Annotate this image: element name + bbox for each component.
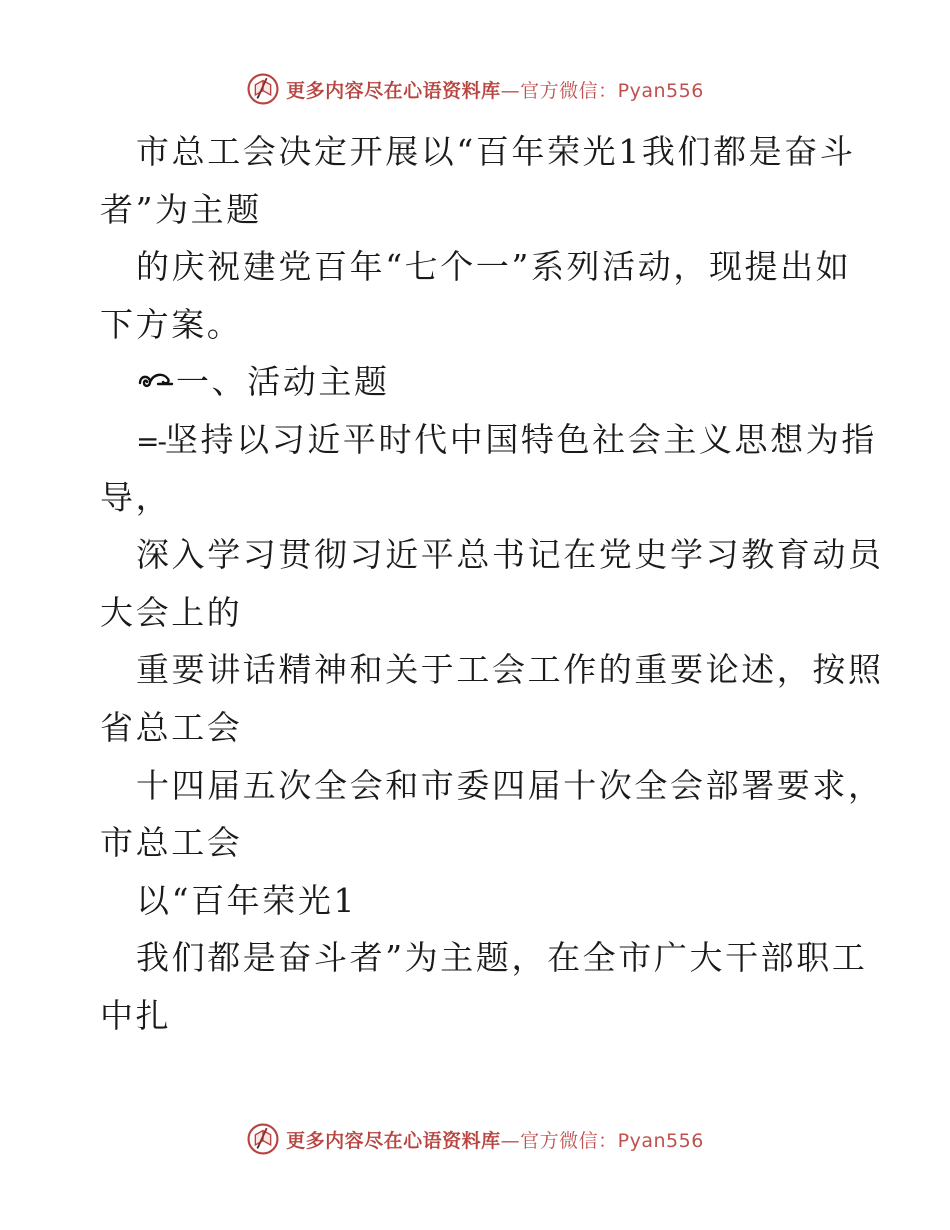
- swirl-ornament-icon: [136, 369, 176, 393]
- paragraph-line: 以“百年荣光1: [136, 880, 358, 920]
- book-quill-logo-icon: [246, 1122, 280, 1156]
- paragraph-line: 我们都是奋斗者”为主题，在全市广大干部职工: [136, 938, 868, 978]
- paragraph-line-text: 坚持以习近平时代中国特色社会主义思想为指: [164, 419, 877, 459]
- section-heading-text: 一、活动主题: [176, 362, 390, 402]
- paragraph-line: 大会上的: [100, 592, 243, 632]
- paragraph-line: 深入学习贯彻习近平总书记在党史学习教育动员: [136, 535, 884, 575]
- paragraph-line: 省总工会: [100, 707, 243, 747]
- banner-site-name: 更多内容尽在心语资料库: [286, 79, 501, 102]
- footer-banner: [0, 1122, 950, 1156]
- paragraph-line: 重要讲话精神和关于工会工作的重要论述，按照: [136, 650, 884, 690]
- section-heading: [100, 353, 860, 411]
- header-banner: [0, 72, 950, 106]
- banner-text: [286, 76, 704, 103]
- equals-marker-icon: =-: [136, 424, 165, 458]
- paragraph-line: 中扎: [100, 995, 172, 1035]
- paragraph-line: 者”为主题: [100, 189, 262, 229]
- paragraph-line: 导，: [100, 477, 172, 517]
- paragraph-line: 的庆祝建党百年“七个一”系列活动，现提出如: [136, 247, 852, 287]
- banner-text: [286, 1126, 704, 1153]
- book-quill-logo-icon: [246, 72, 280, 106]
- paragraph-line: 市总工会决定开展以“百年荣光1我们都是奋斗: [136, 132, 856, 171]
- document-body: [100, 123, 884, 1045]
- banner-wechat: —官方微信：Pyan556: [500, 79, 704, 102]
- paragraph-line: 十四届五次全会和市委四届十次全会部署要求，: [136, 765, 884, 805]
- banner-wechat: —官方微信：Pyan556: [500, 1129, 704, 1152]
- paragraph-line: [100, 411, 877, 469]
- paragraph-line: 下方案。: [100, 304, 243, 344]
- paragraph-line: 市总工会: [100, 823, 243, 863]
- banner-site-name: 更多内容尽在心语资料库: [286, 1129, 501, 1152]
